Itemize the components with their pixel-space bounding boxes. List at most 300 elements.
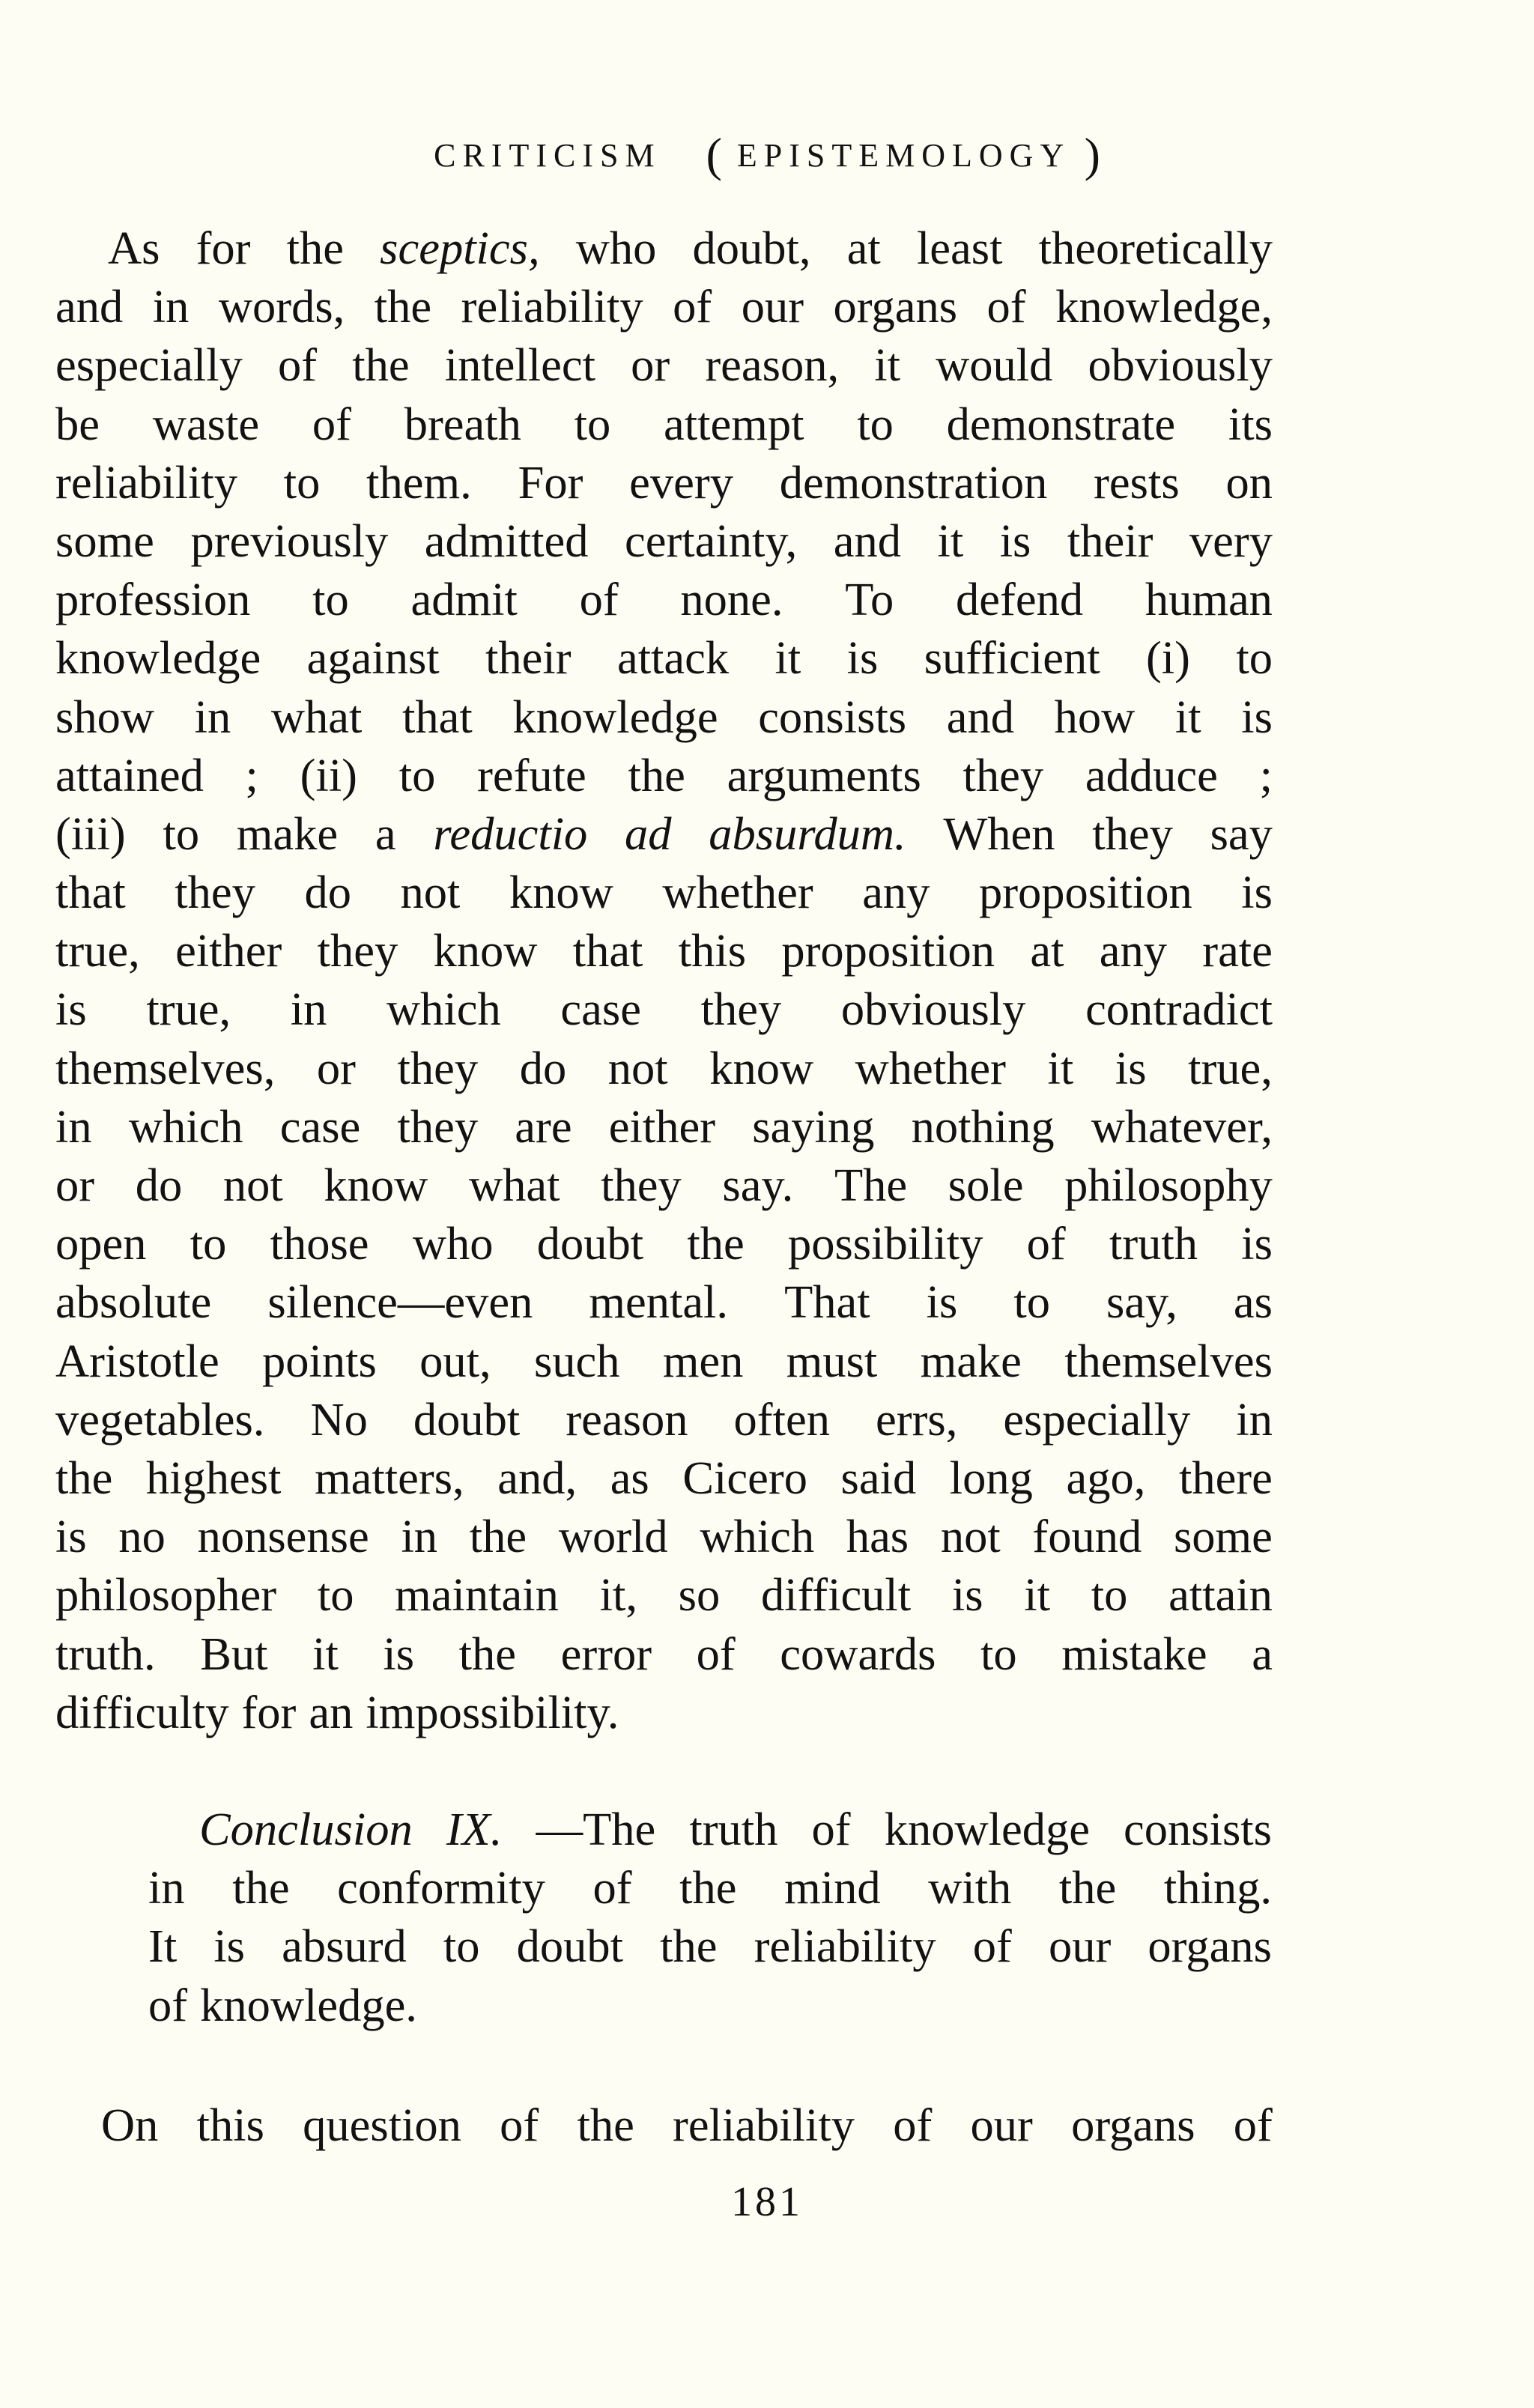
word: they <box>1092 807 1173 860</box>
text-line <box>55 570 1273 628</box>
word: is <box>55 983 87 1036</box>
word: For <box>518 455 583 509</box>
word: it, <box>599 1568 637 1622</box>
word: proposition <box>781 924 995 977</box>
word: and, <box>497 1451 577 1504</box>
word: must <box>786 1334 878 1387</box>
word: is <box>999 514 1031 567</box>
text-line <box>148 1858 1272 1917</box>
word: in <box>194 690 231 743</box>
word: do <box>135 1159 183 1211</box>
word: or <box>55 1159 95 1211</box>
word: is <box>1241 690 1273 743</box>
word: do <box>304 866 351 919</box>
word: open <box>55 1217 147 1270</box>
word: doubt <box>413 1392 521 1446</box>
word: themselves <box>1064 1334 1273 1387</box>
text-line <box>148 1917 1272 1975</box>
word: of <box>673 280 712 333</box>
word: any <box>1099 924 1167 977</box>
word: absolute <box>55 1276 212 1329</box>
word: a <box>1252 1627 1273 1680</box>
text-line <box>101 2096 1273 2154</box>
word: —The <box>536 1803 656 1855</box>
word: the <box>628 748 685 801</box>
word: It <box>148 1920 178 1973</box>
word: reliability <box>754 1920 936 1973</box>
word: contradict <box>1085 983 1273 1036</box>
word: which <box>386 983 501 1036</box>
word: points <box>262 1334 377 1387</box>
word: profession <box>55 573 251 626</box>
word: words, <box>218 280 345 333</box>
word: to <box>980 1627 1017 1680</box>
text-line <box>55 1565 1273 1624</box>
word: to <box>1013 1276 1050 1329</box>
word: there <box>1178 1451 1273 1504</box>
word: say, <box>1106 1276 1177 1329</box>
word: to <box>163 807 200 860</box>
word: not <box>607 1041 668 1094</box>
word: say <box>1210 807 1273 860</box>
text-line <box>55 1332 1273 1390</box>
word: breath <box>404 397 521 450</box>
word: matters, <box>315 1451 464 1504</box>
word: ; <box>245 748 258 801</box>
word: is <box>951 1568 983 1622</box>
word: at <box>846 222 881 274</box>
word: out, <box>419 1334 491 1387</box>
word: it <box>937 514 964 567</box>
word: the <box>679 1861 737 1914</box>
text-line <box>55 336 1273 394</box>
word: The <box>834 1159 908 1211</box>
text-line <box>55 1039 1273 1097</box>
word: not <box>222 1159 283 1211</box>
word: a <box>375 807 396 860</box>
text-line <box>148 1976 1272 2034</box>
word: they <box>397 1041 479 1094</box>
word: has <box>846 1510 909 1563</box>
text-line <box>55 628 1273 687</box>
word: our <box>970 2099 1033 2151</box>
word: is <box>383 1627 415 1680</box>
word: On <box>101 2099 159 2151</box>
text-line <box>55 804 1273 863</box>
word: ; <box>1259 748 1273 801</box>
word: no <box>118 1510 166 1563</box>
word: in <box>290 983 327 1036</box>
text-line <box>55 1507 1273 1565</box>
running-head <box>0 128 1534 181</box>
word: of <box>579 573 619 626</box>
word: sceptics, <box>380 222 540 274</box>
word: some <box>1173 1510 1273 1563</box>
word: certainty, <box>625 514 798 567</box>
word: what <box>270 690 363 743</box>
text-line <box>55 1097 1273 1156</box>
word: they <box>175 866 255 919</box>
word: know <box>709 1041 814 1094</box>
page-number: 181 <box>731 2179 803 2225</box>
word: make <box>920 1334 1022 1387</box>
word: to <box>312 573 349 626</box>
word: attempt <box>664 397 804 450</box>
word: be <box>55 397 100 450</box>
word: they <box>397 1100 479 1153</box>
word: admit <box>410 573 518 626</box>
word: they <box>317 924 398 977</box>
word: in <box>148 1861 185 1914</box>
word: maintain <box>395 1568 559 1622</box>
word: the <box>352 339 410 392</box>
word: silence—even <box>267 1276 533 1329</box>
word: they <box>962 748 1044 801</box>
word: defend <box>956 573 1084 626</box>
word: said <box>840 1451 917 1504</box>
word: them. <box>366 455 472 509</box>
text-line <box>55 746 1273 804</box>
word: Conclusion <box>199 1803 413 1855</box>
word: either <box>175 924 282 977</box>
running-head-open-paren: ( <box>706 128 722 181</box>
word: doubt <box>516 1920 624 1973</box>
word: reductio <box>433 807 588 860</box>
word: cowards <box>780 1627 936 1680</box>
word: true, <box>55 924 140 977</box>
word: their <box>485 631 572 685</box>
word: of <box>893 2099 933 2151</box>
text-line <box>55 453 1273 512</box>
word: every <box>629 455 733 509</box>
word: knowledge, <box>1055 280 1273 333</box>
word: that <box>55 866 126 919</box>
word: the <box>374 280 432 333</box>
word: organs <box>1148 1920 1272 1973</box>
word: it <box>312 1627 339 1680</box>
word: the <box>469 1510 527 1563</box>
word: men <box>662 1334 744 1387</box>
word: arguments <box>727 748 921 801</box>
word: is <box>1241 866 1273 919</box>
word: those <box>270 1217 369 1270</box>
word: the <box>660 1920 718 1973</box>
word: theoretically <box>1038 222 1273 274</box>
word: in <box>152 280 190 333</box>
word: human <box>1145 573 1273 626</box>
word: of <box>500 2099 539 2151</box>
word: to <box>443 1920 480 1973</box>
running-head-close-paren: ) <box>1084 128 1100 181</box>
word: to <box>283 455 321 509</box>
word: No <box>310 1392 368 1446</box>
word: is <box>1241 1217 1273 1270</box>
word: of <box>972 1920 1012 1973</box>
word: thing. <box>1163 1861 1272 1914</box>
word: of <box>1233 2099 1273 2151</box>
word: its <box>1228 397 1273 450</box>
word: as <box>1233 1276 1273 1329</box>
word: it <box>1024 1568 1051 1622</box>
word: the <box>687 1217 745 1270</box>
word: say. <box>722 1159 794 1211</box>
text-line <box>55 395 1273 453</box>
word: reliability <box>55 455 237 509</box>
word: rests <box>1094 455 1180 509</box>
word: To <box>845 573 894 626</box>
word: are <box>515 1100 572 1153</box>
word: of <box>592 1861 632 1914</box>
word: an <box>309 1685 354 1738</box>
text-line <box>55 512 1273 570</box>
word: what <box>468 1159 560 1211</box>
word: mistake <box>1061 1627 1207 1680</box>
word: in <box>55 1100 92 1153</box>
word: the <box>232 1861 290 1914</box>
word: so <box>678 1568 721 1622</box>
word: That <box>784 1276 870 1329</box>
word: the <box>55 1451 113 1504</box>
word: nonsense <box>197 1510 369 1563</box>
word: they <box>601 1159 682 1211</box>
paragraph-reliability <box>101 2096 1273 2154</box>
word: is <box>213 1920 245 1973</box>
word: know <box>324 1159 428 1211</box>
word: vegetables. <box>55 1392 265 1446</box>
word: (i) <box>1145 631 1190 685</box>
word: case <box>560 983 641 1036</box>
word: of <box>811 1803 851 1855</box>
word: least <box>916 222 1003 274</box>
word: of <box>278 339 318 392</box>
word: knowledge <box>55 631 261 685</box>
word: When <box>943 807 1055 860</box>
text-line <box>55 921 1273 980</box>
word: philosophy <box>1064 1159 1273 1211</box>
word: of <box>696 1627 736 1680</box>
word: difficulty <box>55 1685 229 1738</box>
word: often <box>733 1392 830 1446</box>
word: which <box>128 1100 243 1153</box>
word: to <box>398 748 436 801</box>
text-line <box>55 1625 1273 1683</box>
word: to <box>574 397 611 450</box>
word: especially <box>1003 1392 1191 1446</box>
word: question <box>303 2099 461 2151</box>
word: some <box>55 514 154 567</box>
word: especially <box>55 339 243 392</box>
text-line <box>55 1683 1273 1741</box>
word: not <box>940 1510 1001 1563</box>
word: attain <box>1168 1568 1273 1622</box>
word: at <box>1030 924 1064 977</box>
word: world <box>558 1510 668 1563</box>
word: highest <box>145 1451 282 1504</box>
word: which <box>700 1510 815 1563</box>
word: for <box>241 1685 297 1738</box>
word: But <box>200 1627 268 1680</box>
word: whether <box>855 1041 1006 1094</box>
text-line <box>55 1273 1273 1331</box>
word: our <box>1048 1920 1112 1973</box>
word: reason <box>566 1392 688 1446</box>
word: conformity <box>337 1861 545 1914</box>
word: in <box>1236 1392 1273 1446</box>
word: absurdum. <box>709 807 906 860</box>
word: know <box>433 924 538 977</box>
word: show <box>55 690 154 743</box>
word: knowledge. <box>200 1978 417 2031</box>
word: how <box>1054 690 1136 743</box>
word: that <box>572 924 643 977</box>
word: is <box>1115 1041 1147 1094</box>
word: attack <box>616 631 730 685</box>
text-line <box>55 1449 1273 1507</box>
word: to <box>1091 1568 1128 1622</box>
word: saying <box>752 1100 875 1153</box>
word: they <box>700 983 782 1036</box>
text-line <box>55 277 1273 336</box>
word: as <box>610 1451 649 1504</box>
word: either <box>608 1100 716 1153</box>
word: consists <box>1124 1803 1272 1855</box>
text-line <box>55 1214 1273 1273</box>
word: consists <box>758 690 907 743</box>
word: would <box>936 339 1053 392</box>
word: reason, <box>705 339 840 392</box>
word: is <box>926 1276 958 1329</box>
text-line <box>55 688 1273 746</box>
text-line <box>55 980 1273 1038</box>
word: truth. <box>55 1627 156 1680</box>
word: and <box>55 280 124 333</box>
word: demonstration <box>779 455 1048 509</box>
word: of <box>148 1978 188 2031</box>
word: waste <box>152 397 260 450</box>
word: to <box>317 1568 354 1622</box>
word: knowledge <box>512 690 718 743</box>
word: difficult <box>760 1568 912 1622</box>
word: errs, <box>876 1392 958 1446</box>
text-line <box>55 1390 1273 1449</box>
word: do <box>519 1041 567 1094</box>
word: who <box>412 1217 494 1270</box>
word: impossibility. <box>366 1685 619 1738</box>
word: (iii) <box>55 807 126 860</box>
word: and <box>833 514 901 567</box>
word: the <box>458 1627 517 1680</box>
word: whether <box>662 866 813 919</box>
word: of <box>312 397 351 450</box>
word: the <box>286 222 344 274</box>
word: attained <box>55 748 204 801</box>
word: or <box>316 1041 356 1094</box>
word: such <box>533 1334 620 1387</box>
text-line <box>55 863 1273 921</box>
word: true, <box>1188 1041 1273 1094</box>
word: previously <box>190 514 389 567</box>
text-line <box>55 1156 1273 1214</box>
word: to <box>190 1217 227 1270</box>
word: reliability <box>673 2099 855 2151</box>
word: obviously <box>840 983 1026 1036</box>
word: organs <box>833 280 958 333</box>
word: absurd <box>282 1920 407 1973</box>
word: of <box>1026 1217 1066 1270</box>
word: doubt <box>536 1217 644 1270</box>
word: the <box>577 2099 634 2151</box>
word: our <box>741 280 804 333</box>
word: against <box>306 631 440 685</box>
word: philosopher <box>55 1568 277 1622</box>
word: it <box>1174 690 1201 743</box>
word: As <box>108 222 160 274</box>
word: true, <box>146 983 231 1036</box>
word: truth <box>689 1803 778 1855</box>
word: sufficient <box>924 631 1100 685</box>
word: any <box>862 866 930 919</box>
word: knowledge <box>884 1803 1090 1855</box>
word: found <box>1032 1510 1142 1563</box>
word: this <box>678 924 747 977</box>
word: is <box>55 1510 87 1563</box>
word: and <box>946 690 1014 743</box>
word: error <box>560 1627 652 1680</box>
word: themselves, <box>55 1041 276 1094</box>
word: nothing <box>911 1100 1055 1153</box>
word: it <box>874 339 900 392</box>
word: it <box>1047 1041 1074 1094</box>
word: this <box>196 2099 264 2151</box>
word: for <box>195 222 251 274</box>
word: is <box>846 631 879 685</box>
word: sole <box>948 1159 1024 1211</box>
text-line <box>55 219 1273 277</box>
word: intellect <box>444 339 595 392</box>
word: Cicero <box>682 1451 807 1504</box>
word: to <box>857 397 894 450</box>
word: of <box>986 280 1026 333</box>
word: case <box>279 1100 361 1153</box>
running-head-inner: EPISTEMOLOGY <box>736 137 1070 174</box>
word: demonstrate <box>946 397 1176 450</box>
word: refute <box>477 748 586 801</box>
word: who <box>575 222 657 274</box>
word: ad <box>625 807 672 860</box>
word: reliability <box>461 280 643 333</box>
word: with <box>928 1861 1012 1914</box>
word: long <box>949 1451 1033 1504</box>
word: very <box>1189 514 1273 567</box>
word: possibility <box>787 1217 983 1270</box>
word: or <box>631 339 670 392</box>
paragraph-sceptics <box>55 219 1273 1741</box>
text-line <box>148 1800 1272 1858</box>
word: adduce <box>1085 748 1218 801</box>
running-head-left: CRITICISM <box>434 137 661 174</box>
word: mind <box>784 1861 881 1914</box>
word: proposition <box>978 866 1192 919</box>
word: make <box>236 807 339 860</box>
word: their <box>1067 514 1153 567</box>
word: mental. <box>589 1276 729 1329</box>
word: truth <box>1109 1217 1198 1270</box>
word: rate <box>1202 924 1273 977</box>
word: to <box>1236 631 1273 685</box>
conclusion-ix <box>148 1800 1272 2034</box>
word: admitted <box>424 514 589 567</box>
word: not <box>400 866 461 919</box>
